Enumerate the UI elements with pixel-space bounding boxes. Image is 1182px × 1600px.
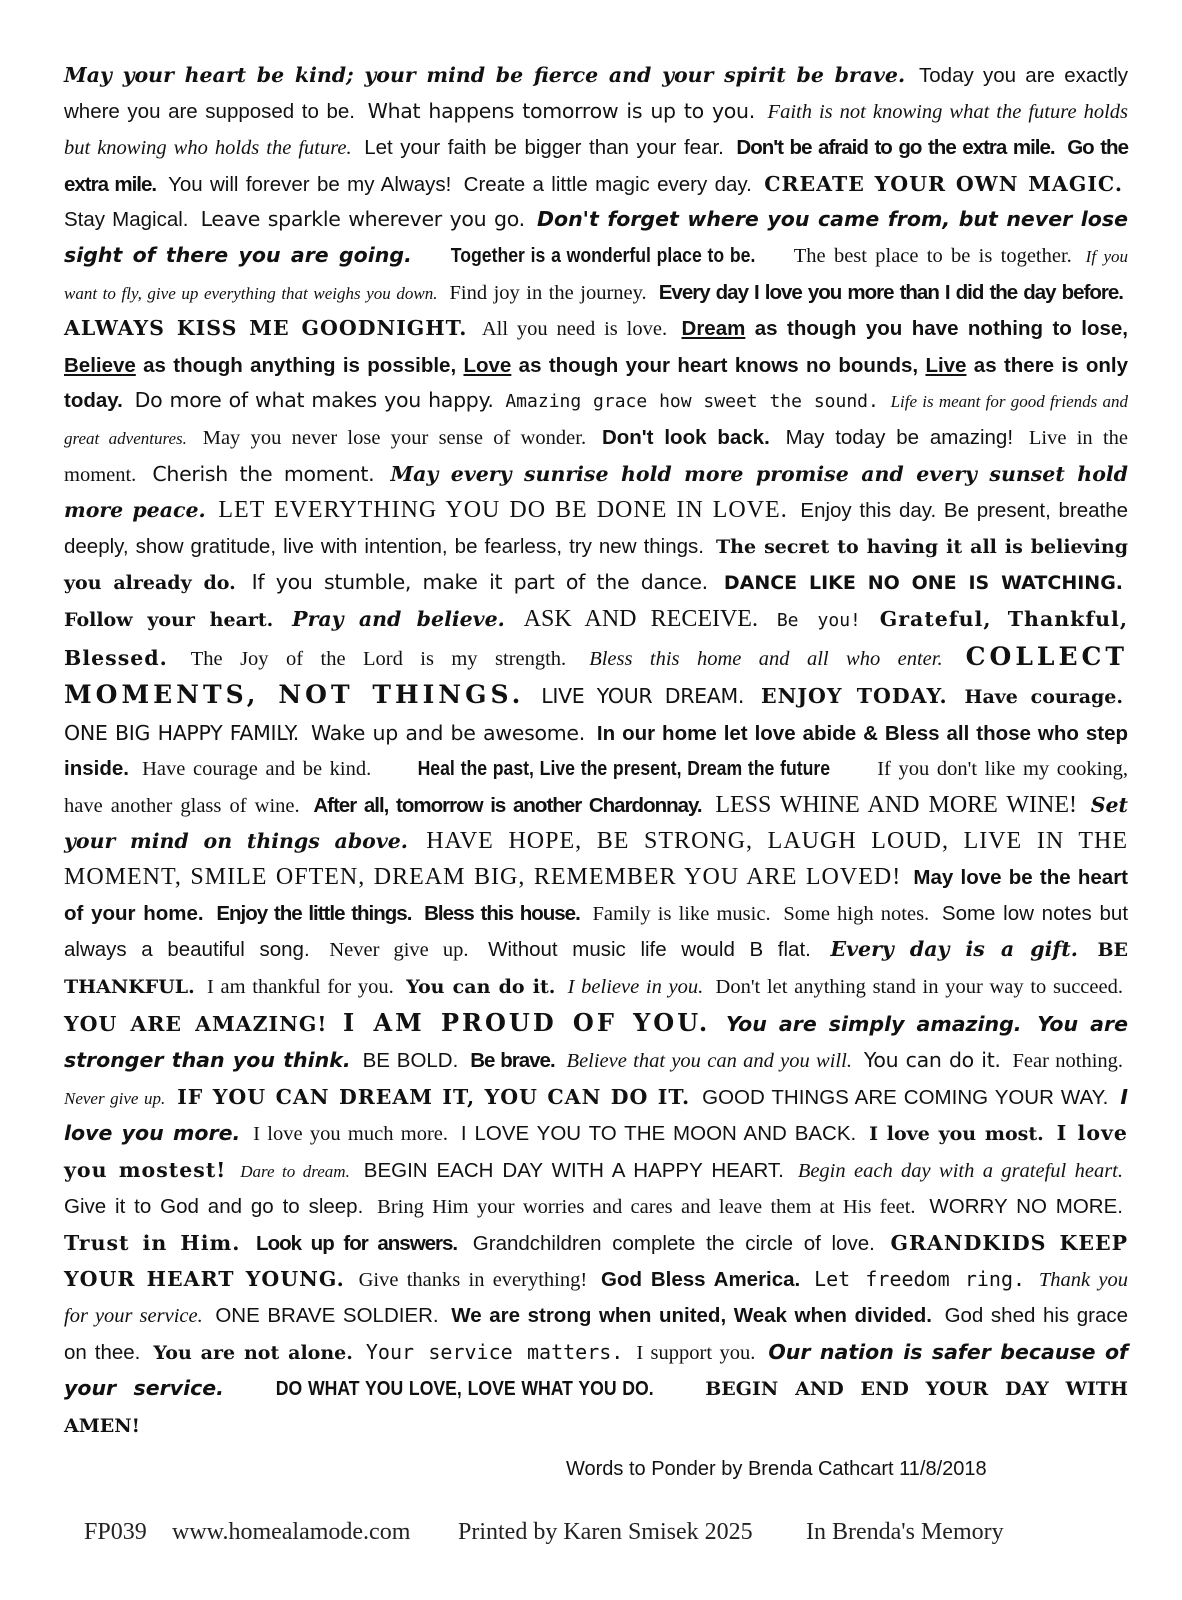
quote: Give it to God and go to sleep. [64,1195,364,1219]
quote: Grateful, Thankful, Blessed. [64,606,1128,670]
quote: Don't forget where you came from, but never lose sight of there you are going. [64,207,1129,267]
quote: What happens tomorrow is up to you. [367,98,755,123]
quote: The Joy of the Lord is my strength. [190,647,567,670]
quote: Every day is a gift. [830,937,1078,962]
quote: I support you. [636,1341,756,1364]
quote: Amazing grace how sweet the sound. [505,391,879,413]
quote: You will forever be my Always! [168,172,452,196]
quote: Look up for answers. [256,1232,458,1255]
signature: Words to Ponder by Brenda Cathcart 11/8/2018 [566,1458,987,1480]
quote: May you never lose your sense of wonder. [202,426,587,449]
quote: I love you more. [64,1084,1128,1146]
quote: Set your mind on things above. [64,792,1129,854]
footer [84,1512,1124,1552]
quote: If you want to fly, give up everything that weighs you down. [64,246,1129,303]
quote: Today you are exactly where you are supposed to be. [64,64,1128,123]
quote: Bless this home and all who enter. [589,647,943,670]
quote: Begin each day with a grateful heart. [797,1159,1124,1182]
quote: COLLECT MOMENTS, NOT THINGS. [64,641,1129,710]
quote: ENJOY TODAY. [760,684,948,709]
quote: Go the extra mile. [64,136,1128,196]
quote: YOU ARE AMAZING! [64,1012,328,1037]
quote: DANCE LIKE NO ONE IS WATCHING. [723,572,1124,595]
quote: Don't look back. [601,425,770,449]
quote: After all, tomorrow is another Chardonnay. [313,793,702,817]
quote-block [64,58,1128,1445]
quote: LESS WHINE AND MORE WINE! [715,791,1077,818]
quote: Dream as though you have nothing to lose, Believe as though anything is possible, Love as though your heart knows no bounds, Live as there is only today. [64,317,1129,413]
quote: Never give up. [64,1088,166,1108]
quote: ASK AND RECEIVE. [523,605,758,632]
quote: God shed his grace on thee. [64,1304,1129,1364]
quote: Don't be afraid to go the extra mile. [736,136,1055,160]
quote: DO WHAT YOU LOVE, LOVE WHAT YOU DO. [275,1377,654,1401]
quote: Be you! [776,609,861,631]
quote: Our nation is safer because of your service. [64,1339,1128,1401]
quote: You can do it. [863,1048,1001,1073]
quote: Leave sparkle wherever you go. [200,207,525,232]
quote: I AM PROUD OF YOU. [343,1008,711,1038]
quote: Thank you for your service. [64,1268,1128,1328]
quote: Have courage. [964,686,1123,709]
quote: God Bless America. [601,1267,801,1291]
quote: BEGIN EACH DAY WITH A HAPPY HEART. [363,1158,784,1182]
quote: ALWAYS KISS ME GOODNIGHT. [64,316,468,341]
quote: Enjoy this day. Be present, breathe deeply, show gratitude, live with intention, be fearless, try new things. [64,499,1128,558]
quote: Create a little magic every day. [463,172,752,196]
quote: May your heart be kind; your mind be fierce and your spirit be brave. [64,63,906,87]
quote: CREATE YOUR OWN MAGIC. [764,171,1124,196]
quote: Never give up. [329,939,469,962]
quote: ONE BRAVE SOLDIER. [215,1304,439,1328]
quote: GOOD THINGS ARE COMING YOUR WAY. [702,1085,1109,1109]
quote: Family is like music. [592,902,771,925]
quote: In our home let love abide & Bless all those who step inside. [64,721,1129,781]
quote: HAVE HOPE, BE STRONG, LAUGH LOUD, LIVE IN THE MOMENT, SMILE OFTEN, DREAM BIG, REMEMBER YOU ARE LOVED! [64,828,1128,891]
footer-printed-by: Printed by Karen Smisek 2025 [458,1519,753,1545]
quote: BE BOLD. [362,1049,459,1073]
quote: Together is a wonderful place to be. [450,243,756,267]
quote: Find joy in the journey. [449,281,647,304]
quote: Enjoy the little things. [216,901,412,925]
quote: Some high notes. [783,902,930,925]
quote: Pray and believe. [292,606,505,631]
footer-code: FP039 [84,1519,147,1545]
quote: The best place to be is together. [793,244,1072,267]
quote: Give thanks in everything! [358,1268,588,1291]
quote: If you don't like my cooking, have another glass of wine. [64,758,1128,817]
quote: I love you mostest! [64,1121,1128,1182]
quote: Let your faith be bigger than your fear. [364,136,724,160]
quote: IF YOU CAN DREAM IT, YOU CAN DO IT. [177,1084,691,1109]
quote: Bless this house. [424,901,580,925]
quote: BEGIN AND END YOUR DAY WITH AMEN! [64,1378,1128,1437]
quote: Wake up and be awesome. [310,720,585,745]
quote: Stay Magical. [64,208,189,232]
quote: Dare to dream. [240,1161,350,1181]
quote: Life is meant for good friends and great adventures. [64,392,1129,448]
footer-memory: In Brenda's Memory [806,1519,1004,1545]
quote: We are strong when united, Weak when divided. [451,1304,932,1328]
quote: GRANDKIDS KEEP YOUR HEART YOUNG. [64,1231,1129,1291]
quote: Heal the past, Live the present, Dream the future [417,757,831,781]
quote: LET EVERYTHING YOU DO BE DONE IN LOVE. [218,497,788,524]
quote: If you stumble, make it part of the dance. [251,570,708,595]
quote: May love be the heart of your home. [64,866,1129,925]
quote: Cherish the moment. [152,461,375,486]
quote: May every sunrise hold more promise and every sunset hold more peace. [64,461,1128,523]
quote: Don't let anything stand in your way to succeed. [715,975,1123,998]
quote: All you need is love. [481,318,668,341]
quote: I believe in you. [567,975,704,998]
quote: Without music life would B flat. [488,938,811,962]
quote: Your service matters. [365,1339,624,1364]
quote: I love you much more. [253,1123,449,1146]
quote: Grandchildren complete the circle of love. [472,1232,875,1255]
quote: Do more of what makes you happy. [134,388,494,413]
quote: Have courage and be kind. [142,758,372,781]
quote: Be brave. [470,1049,555,1073]
quote: WORRY NO MORE. [929,1195,1123,1219]
quote: May today be amazing! [785,425,1014,449]
quote: LIVE YOUR DREAM. [541,684,745,709]
quote: Live in the moment. [64,426,1129,486]
quote: You can do it. [406,975,556,998]
quote: You are simply amazing. [725,1012,1022,1037]
quote: Bring Him your worries and cares and leave them at His feet. [377,1196,916,1219]
quote: Follow your heart. [64,608,274,631]
quote: ONE BIG HAPPY FAMILY. [64,720,299,745]
quote: You are not alone. [153,1341,353,1364]
quote: I LOVE YOU TO THE MOON AND BACK. [460,1122,857,1146]
quote: I love you most. [869,1123,1044,1146]
quote: The secret to having it all is believing you already do. [64,535,1129,595]
quote: Believe that you can and you will. [566,1050,852,1073]
quote: You are stronger than you think. [64,1012,1129,1073]
quote: Every day I love you more than I did the day before. [658,280,1123,304]
footer-website: www.homealamode.com [172,1519,411,1545]
quote: Trust in Him. [64,1231,241,1255]
quote: Some low notes but always a beautiful song. [64,901,1129,962]
quote: Faith is not knowing what the future holds but knowing who holds the future. [64,100,1129,160]
quote: Fear nothing. [1012,1050,1124,1073]
quote: BE THANKFUL. [64,939,1129,998]
quote: I am thankful for you. [207,975,394,998]
quote: Let freedom ring. [814,1266,1026,1291]
